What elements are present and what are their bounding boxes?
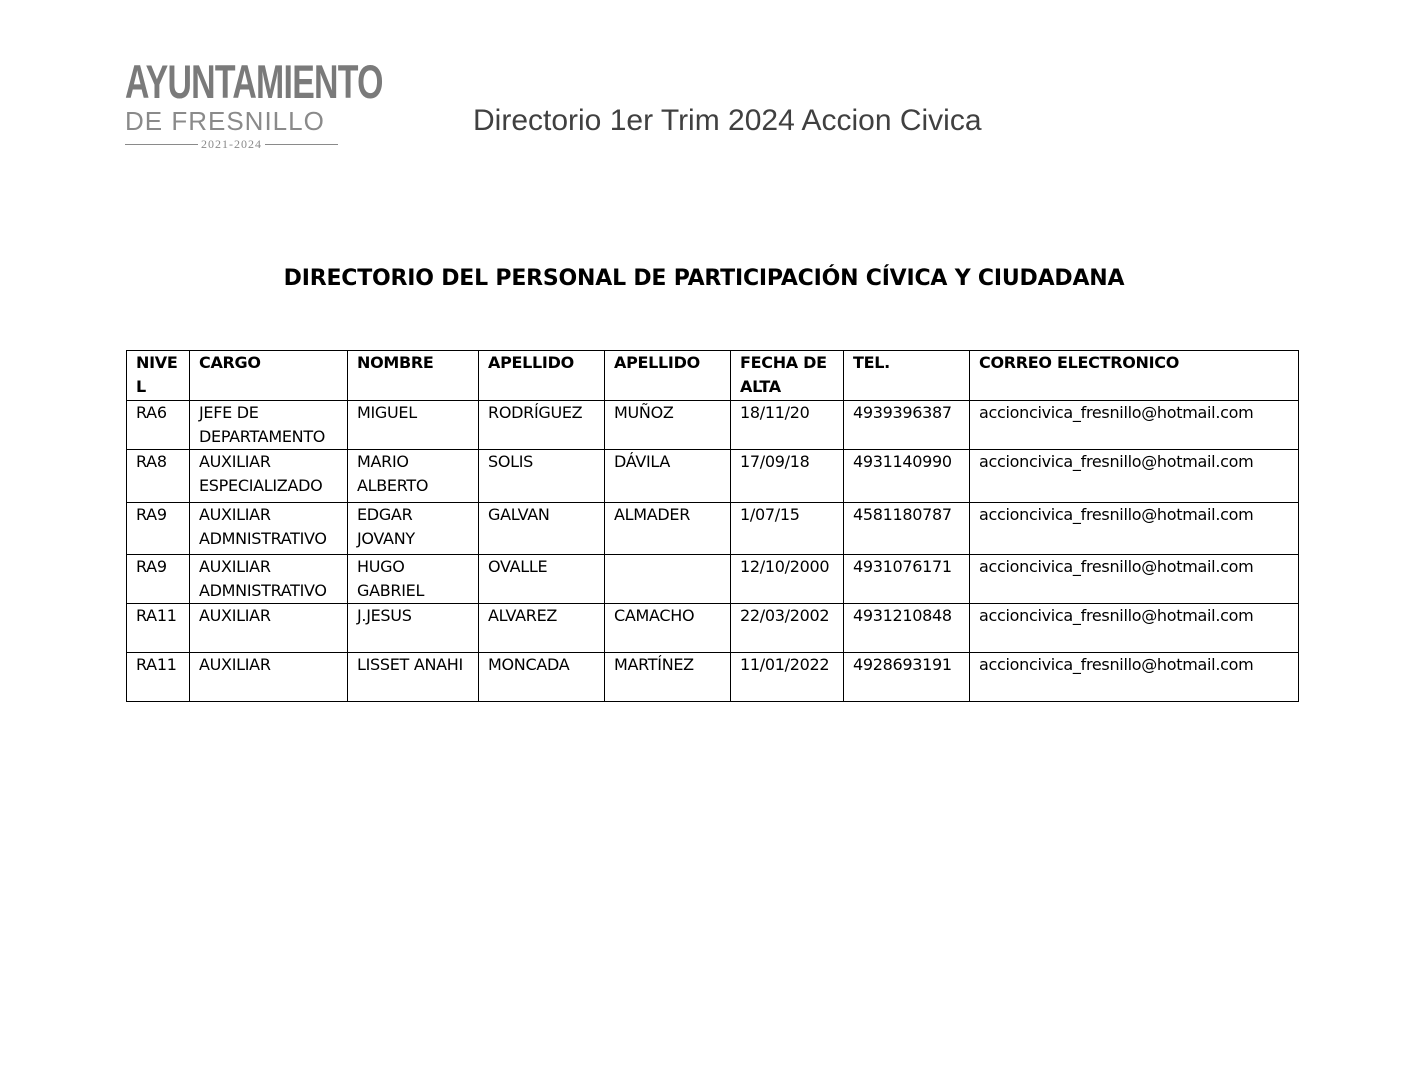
column-header-apellido-paterno: APELLIDO — [479, 351, 605, 401]
cell-nivel: RA11 — [127, 653, 190, 702]
cell-nombre: HUGO GABRIEL — [348, 555, 479, 604]
column-header-apellido-materno: APELLIDO — [605, 351, 731, 401]
cell-apellido-materno: CAMACHO — [605, 604, 731, 653]
cell-nombre: MIGUEL — [348, 401, 479, 450]
cell-fecha-alta: 1/07/15 — [731, 503, 844, 555]
logo-rule-right — [265, 144, 338, 145]
table-row — [127, 450, 1299, 503]
cell-telefono: 4939396387 — [844, 401, 970, 450]
cell-nombre: EDGAR JOVANY — [348, 503, 479, 555]
cell-apellido-paterno: GALVAN — [479, 503, 605, 555]
cell-correo: accioncivica_fresnillo@hotmail.com — [970, 555, 1299, 604]
cell-cargo: AUXILIAR ADMNISTRATIVO — [190, 503, 348, 555]
cell-correo: accioncivica_fresnillo@hotmail.com — [970, 503, 1299, 555]
column-header-cargo: CARGO — [190, 351, 348, 401]
logo-years — [125, 137, 338, 152]
cell-fecha-alta: 11/01/2022 — [731, 653, 844, 702]
cell-apellido-paterno: OVALLE — [479, 555, 605, 604]
cell-telefono: 4931140990 — [844, 450, 970, 503]
table-header-row — [127, 351, 1299, 401]
cell-cargo: AUXILIAR ADMNISTRATIVO — [190, 555, 348, 604]
cell-correo: accioncivica_fresnillo@hotmail.com — [970, 653, 1299, 702]
table-row — [127, 604, 1299, 653]
cell-fecha-alta: 18/11/20 — [731, 401, 844, 450]
cell-fecha-alta: 22/03/2002 — [731, 604, 844, 653]
table-row — [127, 401, 1299, 450]
cell-telefono: 4928693191 — [844, 653, 970, 702]
column-header-nivel: NIVEL — [127, 351, 190, 401]
cell-telefono: 4581180787 — [844, 503, 970, 555]
column-header-nombre: NOMBRE — [348, 351, 479, 401]
table-row — [127, 653, 1299, 702]
logo-rule-left — [125, 144, 198, 145]
logo-years-text: 2021-2024 — [201, 137, 262, 151]
cell-nivel: RA8 — [127, 450, 190, 503]
cell-nivel: RA9 — [127, 555, 190, 604]
cell-correo: accioncivica_fresnillo@hotmail.com — [970, 450, 1299, 503]
cell-cargo: AUXILIAR ESPECIALIZADO — [190, 450, 348, 503]
logo-line1: AYUNTAMIENTO — [125, 55, 383, 108]
cell-nombre: J.JESUS — [348, 604, 479, 653]
cell-apellido-materno: MARTÍNEZ — [605, 653, 731, 702]
cell-apellido-paterno: RODRÍGUEZ — [479, 401, 605, 450]
table-row — [127, 555, 1299, 604]
cell-fecha-alta: 12/10/2000 — [731, 555, 844, 604]
municipality-logo — [125, 55, 383, 152]
cell-telefono: 4931076171 — [844, 555, 970, 604]
cell-correo: accioncivica_fresnillo@hotmail.com — [970, 401, 1299, 450]
cell-apellido-materno — [605, 555, 731, 604]
column-header-telefono: TEL. — [844, 351, 970, 401]
column-header-correo: CORREO ELECTRONICO — [970, 351, 1299, 401]
table-row — [127, 503, 1299, 555]
cell-nivel: RA9 — [127, 503, 190, 555]
cell-apellido-paterno: SOLIS — [479, 450, 605, 503]
cell-apellido-materno: MUÑOZ — [605, 401, 731, 450]
cell-nombre: LISSET ANAHI — [348, 653, 479, 702]
cell-apellido-materno: DÁVILA — [605, 450, 731, 503]
cell-correo: accioncivica_fresnillo@hotmail.com — [970, 604, 1299, 653]
header-title: Directorio 1er Trim 2024 Accion Civica — [473, 104, 982, 137]
cell-apellido-materno: ALMADER — [605, 503, 731, 555]
document-title: DIRECTORIO DEL PERSONAL DE PARTICIPACIÓN CÍVICA Y CIUDADANA — [283, 266, 1125, 291]
cell-nombre: MARIO ALBERTO — [348, 450, 479, 503]
staff-directory-table — [126, 350, 1299, 702]
cell-cargo: AUXILIAR — [190, 653, 348, 702]
logo-line2: DE FRESNILLO — [125, 106, 325, 136]
column-header-fecha-alta: FECHA DE ALTA — [731, 351, 844, 401]
cell-nivel: RA11 — [127, 604, 190, 653]
cell-cargo: JEFE DE DEPARTAMENTO — [190, 401, 348, 450]
cell-apellido-paterno: MONCADA — [479, 653, 605, 702]
cell-telefono: 4931210848 — [844, 604, 970, 653]
cell-fecha-alta: 17/09/18 — [731, 450, 844, 503]
cell-cargo: AUXILIAR — [190, 604, 348, 653]
cell-apellido-paterno: ALVAREZ — [479, 604, 605, 653]
cell-nivel: RA6 — [127, 401, 190, 450]
